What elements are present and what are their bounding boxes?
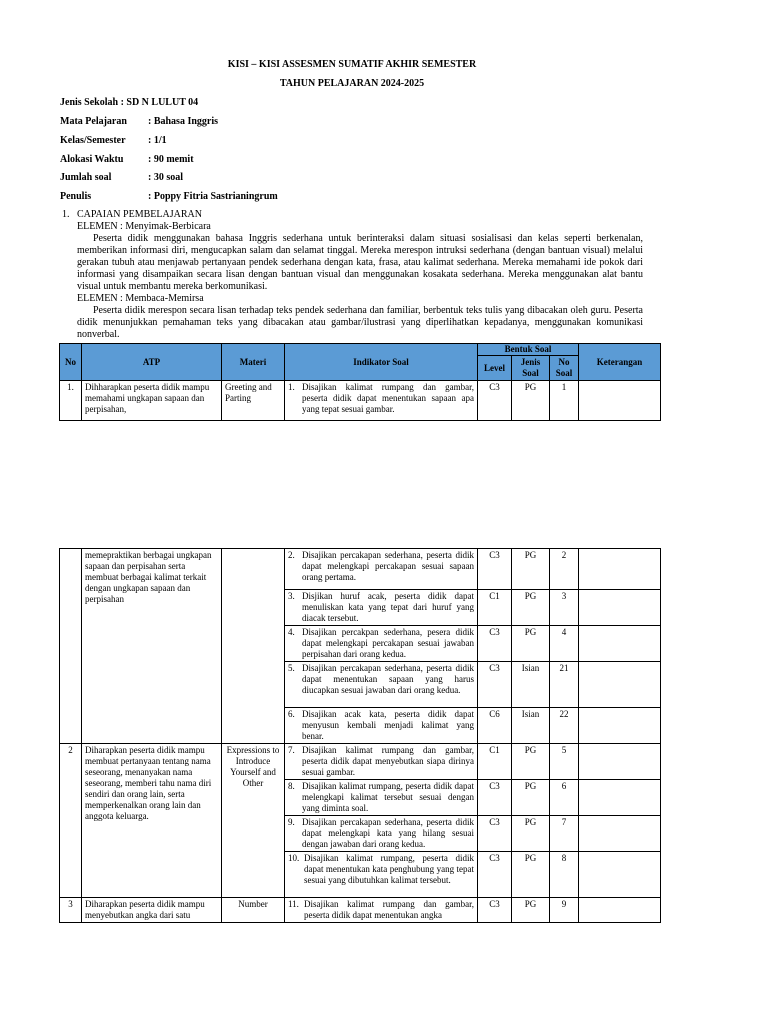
cell-keterangan xyxy=(579,852,661,898)
cell-materi: Greeting and Parting xyxy=(222,381,285,421)
indicator-text: Disajikan kalimat rumpang dan gambar, peserta didik dapat menyebutkan siapa dirinya sesuai gambar. xyxy=(302,745,474,777)
cell-level: C3 xyxy=(478,780,512,816)
indicator-text: Disajikan percakapan sederhana, peserta didik dapat melengkapi percakapan sesuai sapaan orang pertama. xyxy=(302,550,474,582)
cell-keterangan xyxy=(579,816,661,852)
header-level: Level xyxy=(478,356,512,381)
info-value: : Bahasa Inggris xyxy=(148,116,219,127)
cell-level: C3 xyxy=(478,662,512,708)
info-label: Jenis Sekolah : SD N LULUT 04 xyxy=(60,97,199,108)
cell-jenis: PG xyxy=(512,626,550,662)
indicator-text: Disajikan percakapan sederhana, peserta didik dapat menentukan sapaan yang harus diucapkan sesuai jawaban dari orang kedua. xyxy=(302,663,474,695)
indicator-text: Disajikan kalimat rumpang dan gambar, peserta didik dapat menentukan sapaan apa yang tepat sesuai gambar. xyxy=(302,382,474,414)
document-subtitle: TAHUN PELAJARAN 2024-2025 xyxy=(279,78,425,89)
info-label: Penulis xyxy=(60,191,92,202)
cell-materi: Expressions to Introduce Yourself and Other xyxy=(222,744,285,898)
cell-jenis: PG xyxy=(512,549,550,590)
cell-nosoal: 1 xyxy=(550,381,579,421)
cell-level: C1 xyxy=(478,590,512,626)
header-materi: Materi xyxy=(222,344,285,381)
cell-keterangan xyxy=(579,662,661,708)
cell-keterangan xyxy=(579,708,661,744)
elemen-paragraph: Peserta didik menggunakan bahasa Inggris sederhana untuk berinteraksi dalam situasi sosialisasi dan kelas seperti berkenalan, memberikan informasi diri, mengucapkan salam dan selamat tinggal. Mereka merespon intruksi sederhana (dengan bantuan visual) melalui gerakan tubuh atau menjawab pertanyaan pendek sederhana dengan kata, frasa, atau kalimat sederhana. Mereka memahami ide pokok dari informasi yang disampaikan secara lisan dengan bantuan visual dan menggunakan kosakata sederhana. Mereka menggunakan alat bantu visual untuk membantu mereka berkomunikasi. xyxy=(77,233,643,292)
cell-jenis: PG xyxy=(512,816,550,852)
cell-level: C3 xyxy=(478,381,512,421)
cell-level: C3 xyxy=(478,898,512,923)
info-label: Kelas/Semester xyxy=(60,135,126,146)
header-bentuk-soal: Bentuk Soal xyxy=(478,344,579,356)
cell-atp: memepraktikan berbagai ungkapan sapaan dan perpisahan serta membuat berbagai kalimat terkait dengan ungkapan sapaan dan perpisahan xyxy=(82,549,222,744)
info-value: : 30 soal xyxy=(148,172,183,183)
info-value: : 1/1 xyxy=(148,135,167,146)
cell-nosoal: 3 xyxy=(550,590,579,626)
cell-keterangan xyxy=(579,549,661,590)
indicator-text: Disajikan percakpan sederhana, pesera didik dapat melengkapi percakapan sesuai jawaban perpisahan dari orang kedua. xyxy=(302,627,474,659)
indicator-text: Disajikan percakapan sederhana, peserta didik dapat melengkapi kata yang hilang sesuai dengan jawaban dari orang kedua. xyxy=(302,817,474,849)
cell-indikator xyxy=(285,780,478,816)
kisi-table-continued xyxy=(59,548,661,923)
indicator-number: 2. xyxy=(288,550,295,560)
cell-indikator xyxy=(285,744,478,780)
cell-indikator xyxy=(285,898,478,923)
cell-keterangan xyxy=(579,590,661,626)
indicator-number: 7. xyxy=(288,745,295,755)
cell-keterangan xyxy=(579,744,661,780)
indicator-text: Disajikan kalimat rumpang dan gambar, peserta didik dapat menentukan angka xyxy=(304,899,474,920)
cell-jenis: Isian xyxy=(512,708,550,744)
header-nosoal: No Soal xyxy=(550,356,579,381)
header-indikator: Indikator Soal xyxy=(285,344,478,381)
indicator-text: Disjikan huruf acak, peserta didik dapat menuliskan kata yang tepat dari huruf yang diacak tersebut. xyxy=(302,591,474,623)
cell-keterangan xyxy=(579,898,661,923)
table-row xyxy=(60,898,661,923)
cell-keterangan xyxy=(579,381,661,421)
header-atp: ATP xyxy=(82,344,222,381)
cell-indikator xyxy=(285,816,478,852)
cell-nosoal: 22 xyxy=(550,708,579,744)
elemen-label: ELEMEN : Membaca-Memirsa xyxy=(77,293,204,304)
cell-nosoal: 21 xyxy=(550,662,579,708)
cell-indikator xyxy=(285,852,478,898)
cell-materi xyxy=(222,549,285,744)
kisi-table-header xyxy=(59,343,661,421)
cell-atp: Diharapkan peserta didik mampu membuat pertanyaan tentang nama seseorang, menanyakan nama seseorang, memberi tahu nama diri sendiri dan orang lain, serta memperkenalkan orang lain dan anggota keluarga. xyxy=(82,744,222,898)
info-value: : Poppy Fitria Sastrianingrum xyxy=(148,191,278,202)
indicator-text: Disajikan acak kata, peserta didik dapat menyusun kembali menjadi kalimat yang benar. xyxy=(302,709,474,741)
cell-jenis: PG xyxy=(512,590,550,626)
cell-no xyxy=(60,549,82,744)
cell-indikator xyxy=(285,626,478,662)
cell-atp: Diharapkan peserta didik mampu menyebutkan angka dari satu xyxy=(82,898,222,923)
cell-nosoal: 8 xyxy=(550,852,579,898)
cell-jenis: PG xyxy=(512,852,550,898)
indicator-text: Disajikan kalimat rumpang, peserta didik dapat melengkapi kalimat tersebut sesuai dengan yang diminta soal. xyxy=(302,781,474,813)
cell-nosoal: 2 xyxy=(550,549,579,590)
cell-keterangan xyxy=(579,780,661,816)
cell-nosoal: 7 xyxy=(550,816,579,852)
cell-materi: Number xyxy=(222,898,285,923)
cell-level: C1 xyxy=(478,744,512,780)
cell-indikator xyxy=(285,590,478,626)
cell-atp: Dihharapkan peserta didik mampu memahami ungkapan sapaan dan perpisahan, xyxy=(82,381,222,421)
indicator-number: 4. xyxy=(288,627,295,637)
indicator-number: 1. xyxy=(288,382,295,392)
cell-no: 3 xyxy=(60,898,82,923)
cell-indikator xyxy=(285,662,478,708)
cell-indikator xyxy=(285,549,478,590)
info-label: Mata Pelajaran xyxy=(60,116,127,127)
section-heading: CAPAIAN PEMBELAJARAN xyxy=(77,209,202,220)
section-number: 1. xyxy=(62,209,70,220)
cell-jenis: PG xyxy=(512,381,550,421)
table-row xyxy=(60,744,661,780)
cell-no: 1. xyxy=(60,381,82,421)
cell-nosoal: 5 xyxy=(550,744,579,780)
indicator-number: 6. xyxy=(288,709,295,719)
cell-jenis: Isian xyxy=(512,662,550,708)
cell-level: C3 xyxy=(478,816,512,852)
elemen-label: ELEMEN : Menyimak-Berbicara xyxy=(77,221,211,232)
cell-nosoal: 9 xyxy=(550,898,579,923)
cell-jenis: PG xyxy=(512,780,550,816)
indicator-number: 8. xyxy=(288,781,295,791)
info-value: : 90 memit xyxy=(148,154,194,165)
header-jenis: Jenis Soal xyxy=(512,356,550,381)
indicator-number: 11. xyxy=(288,899,299,909)
cell-level: C3 xyxy=(478,549,512,590)
indicator-number: 5. xyxy=(288,663,295,673)
header-no: No xyxy=(60,344,82,381)
document-title: KISI – KISI ASSESMEN SUMATIF AKHIR SEMESTER xyxy=(227,59,477,70)
cell-level: C6 xyxy=(478,708,512,744)
indicator-number: 10. xyxy=(288,853,300,863)
info-label: Alokasi Waktu xyxy=(60,154,124,165)
indicator-number: 9. xyxy=(288,817,295,827)
cell-nosoal: 6 xyxy=(550,780,579,816)
cell-jenis: PG xyxy=(512,744,550,780)
cell-no: 2 xyxy=(60,744,82,898)
indicator-text: Disajikan kalimat rumpang, peserta didik dapat menentukan kata penghubung yang tepat sesuai yang dibutuhkan kalimat tersebut. xyxy=(304,853,474,885)
header-keterangan: Keterangan xyxy=(579,344,661,381)
capaian-section xyxy=(60,209,643,340)
indicator-number: 3. xyxy=(288,591,295,601)
cell-nosoal: 4 xyxy=(550,626,579,662)
cell-indikator xyxy=(285,708,478,744)
elemen-paragraph: Peserta didik merespon secara lisan terhadap teks pendek sederhana dan familiar, berbentuk teks tulis yang dibacakan oleh guru. Peserta didik menunjukkan pemahaman teks yang dibacakan atau gambar/ilustrasi yang diperlihatkan kepadanya, menggunakan komunikasi nonverbal. xyxy=(77,305,643,340)
cell-indikator xyxy=(285,381,478,421)
cell-level: C3 xyxy=(478,852,512,898)
cell-jenis: PG xyxy=(512,898,550,923)
cell-level: C3 xyxy=(478,626,512,662)
info-label: Jumlah soal xyxy=(60,172,112,183)
table-row xyxy=(60,381,661,421)
table-row xyxy=(60,549,661,590)
cell-keterangan xyxy=(579,626,661,662)
